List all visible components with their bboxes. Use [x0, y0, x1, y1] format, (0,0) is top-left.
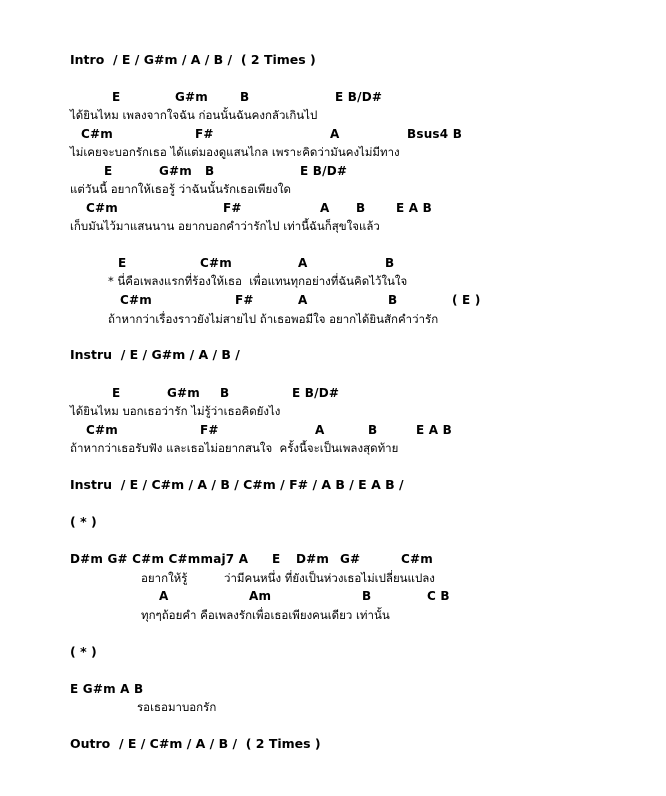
outro-line: Outro / E / C#m / A / B / ( 2 Times ): [70, 736, 321, 751]
chord: G#: [340, 552, 361, 566]
chord: Am: [249, 589, 272, 603]
chord: E: [104, 164, 113, 178]
lyric-line: ไม่เคยจะบอกรักเธอ ได้แต่มองดูแสนไกล เพราะคิดว่ามันคงไม่มีทาง: [70, 145, 400, 159]
chord: E B/D#: [300, 164, 348, 178]
chord: C#m: [401, 552, 433, 566]
repeat-marker: ( * ): [70, 514, 97, 529]
chord: E A B: [396, 201, 432, 215]
chord: C#m: [200, 256, 232, 270]
lyric-line: ได้ยินไหม เพลงจากใจฉัน ก่อนนั้นฉันคงกลัวเกินไป: [70, 108, 318, 122]
lyric-line: ทุกๆถ้อยคำ คือเพลงรักเพื่อเธอเพียงคนเดียว เท่านั้น: [141, 608, 390, 622]
chord: E B/D#: [335, 90, 383, 104]
chord: A: [320, 201, 330, 215]
chord: F#: [195, 127, 214, 141]
chord: G#m: [159, 164, 193, 178]
lyric-line: เก็บมันไว้มาแสนนาน อยากบอกคำว่ารักไป เท่านี้ฉันก็สุขใจแล้ว: [70, 219, 380, 233]
chord: E: [112, 386, 121, 400]
chord: C#m: [120, 293, 152, 307]
chord-line: E G#m A B: [70, 682, 144, 696]
chord: G#m: [175, 90, 209, 104]
chord: G#m: [167, 386, 201, 400]
chord: D#m: [296, 552, 330, 566]
instrumental-line: Instru / E / G#m / A / B /: [70, 347, 240, 362]
chord: B: [362, 589, 372, 603]
chord: B: [368, 423, 378, 437]
chord: A: [315, 423, 325, 437]
lyric-line: อยากให้รู้: [141, 571, 188, 585]
chord: B: [388, 293, 398, 307]
chord: D#m G# C#m C#mmaj7 A: [70, 552, 249, 566]
lyric-line: ถ้าหากว่าเรื่องราวยังไม่สายไป ถ้าเธอพอมีใจ อยากได้ยินสักคำว่ารัก: [108, 312, 439, 326]
chord: Bsus4 B: [407, 127, 463, 141]
lyric-line: รอเธอมาบอกรัก: [137, 700, 217, 714]
instrumental-line: Instru / E / C#m / A / B / C#m / F# / A B / E A B /: [70, 477, 404, 492]
chord: C#m: [81, 127, 113, 141]
repeat-marker: ( * ): [70, 644, 97, 659]
chord: B: [356, 201, 366, 215]
chord: B: [220, 386, 230, 400]
lyric-line: แต่วันนี้ อยากให้เธอรู้ ว่าฉันนั้นรักเธอเพียงใด: [70, 182, 291, 196]
chord: A: [298, 293, 308, 307]
chord: E: [112, 90, 121, 104]
lyric-line: ได้ยินไหม บอกเธอว่ารัก ไม่รู้ว่าเธอคิดยังไง: [70, 404, 281, 418]
lyric-line: * นี่คือเพลงแรกที่ร้องให้เธอ เพื่อแทนทุกอย่างที่ฉันคิดไว้ในใจ: [108, 274, 408, 288]
chord: B: [240, 90, 250, 104]
chord: C#m: [86, 423, 118, 437]
chord: ( E ): [452, 293, 481, 307]
chord: A: [298, 256, 308, 270]
chord: F#: [235, 293, 254, 307]
chord: E A B: [416, 423, 452, 437]
chord: B: [205, 164, 215, 178]
chord: A: [159, 589, 169, 603]
chord: E B/D#: [292, 386, 340, 400]
lyric-line: ว่ามีคนหนึ่ง ที่ยังเป็นห่วงเธอไม่เปลี่ยนแปลง: [224, 571, 435, 585]
chord: E: [272, 552, 281, 566]
lyric-line: ถ้าหากว่าเธอรับฟัง และเธอไม่อยากสนใจ ครั้งนี้จะเป็นเพลงสุดท้าย: [70, 441, 399, 455]
chord: B: [385, 256, 395, 270]
intro-line: Intro / E / G#m / A / B / ( 2 Times ): [70, 52, 316, 67]
chord: C B: [427, 589, 450, 603]
chord: F#: [200, 423, 219, 437]
chord: E: [118, 256, 127, 270]
chord: A: [330, 127, 340, 141]
chord: C#m: [86, 201, 118, 215]
chord: F#: [223, 201, 242, 215]
